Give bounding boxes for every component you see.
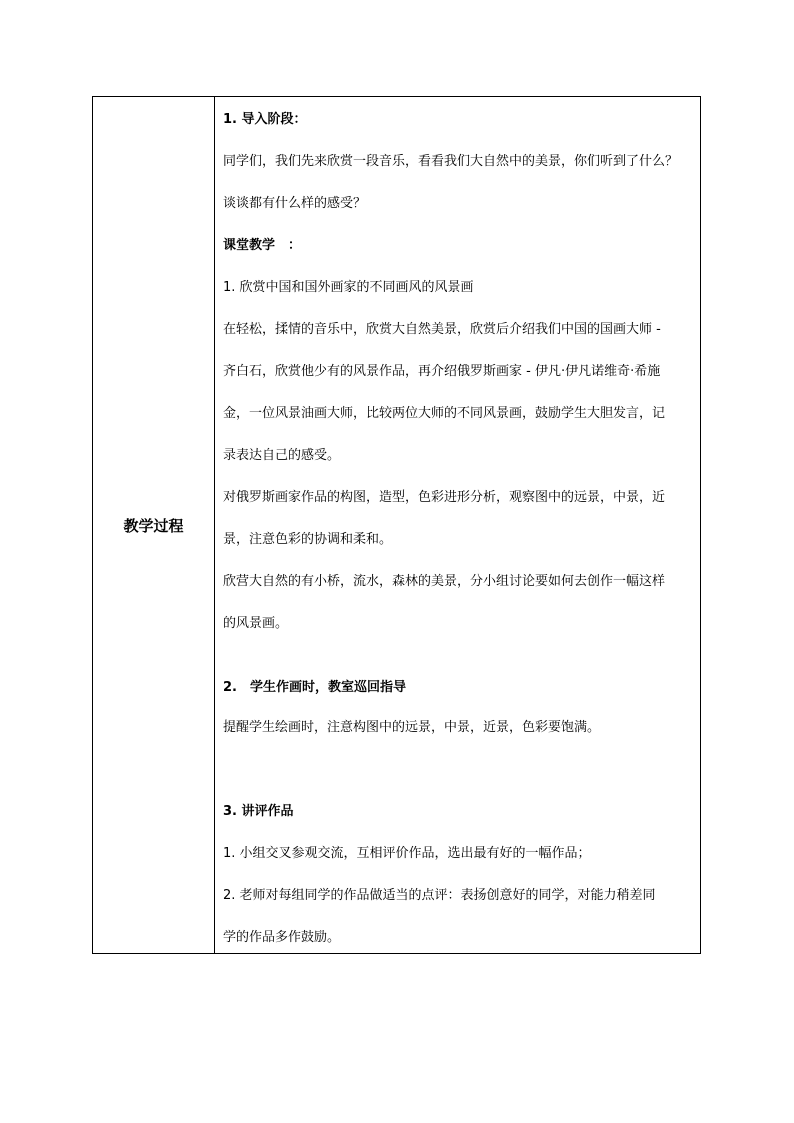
row-label-teaching-process: 教学过程 (123, 516, 184, 535)
list-item: 2. 老师对每组同学的作品做适当的点评：表扬创意好的同学，对能力稍差同 (223, 888, 656, 903)
paragraph-line: 谈谈都有什么样的感受？ (223, 196, 367, 211)
paragraph-line: 提醒学生绘画时，注意构图中的远景，中景，近景，色彩要饱满。 (223, 720, 601, 735)
paragraph-line: 景，注意色彩的协调和柔和。 (223, 532, 393, 547)
paragraph-line: 的风景画。 (223, 616, 289, 631)
heading-classroom-teaching: 课堂教学 ： (223, 238, 302, 253)
list-item: 学的作品多作鼓励。 (223, 930, 341, 945)
heading-student-drawing: 2. 学生作画时，教室巡回指导 (223, 680, 406, 695)
lesson-table (92, 96, 701, 954)
heading-intro-stage: 1. 导入阶段： (223, 112, 307, 127)
paragraph-line: 同学们，我们先来欣赏一段音乐，看看我们大自然中的美景，你们听到了什么？ (223, 154, 679, 169)
paragraph-line: 欣营大自然的有小桥，流水，森林的美景，分小组讨论要如何去创作一幅这样 (223, 574, 666, 589)
column-divider (214, 97, 215, 953)
subheading-appreciation: 1. 欣赏中国和国外画家的不同画风的风景画 (223, 280, 474, 295)
list-item: 1. 小组交叉参观交流，互相评价作品，选出最有好的一幅作品； (223, 846, 591, 861)
paragraph-line: 齐白石，欣赏他少有的风景作品，再介绍俄罗斯画家 - 伊凡·伊凡诺维奇·希施 (223, 364, 661, 379)
paragraph-line: 金，一位风景油画大师，比较两位大师的不同风景画，鼓励学生大胆发言，记 (223, 406, 666, 421)
paragraph-line: 在轻松，揉情的音乐中，欣赏大自然美景，欣赏后介绍我们中国的国画大师 - (223, 322, 661, 337)
teaching-process-content (223, 97, 693, 953)
heading-review-works: 3. 讲评作品 (223, 804, 294, 819)
paragraph-line: 对俄罗斯画家作品的构图，造型，色彩进形分析，观察图中的远景，中景，近 (223, 490, 666, 505)
paragraph-line: 录表达自己的感受。 (223, 448, 341, 463)
